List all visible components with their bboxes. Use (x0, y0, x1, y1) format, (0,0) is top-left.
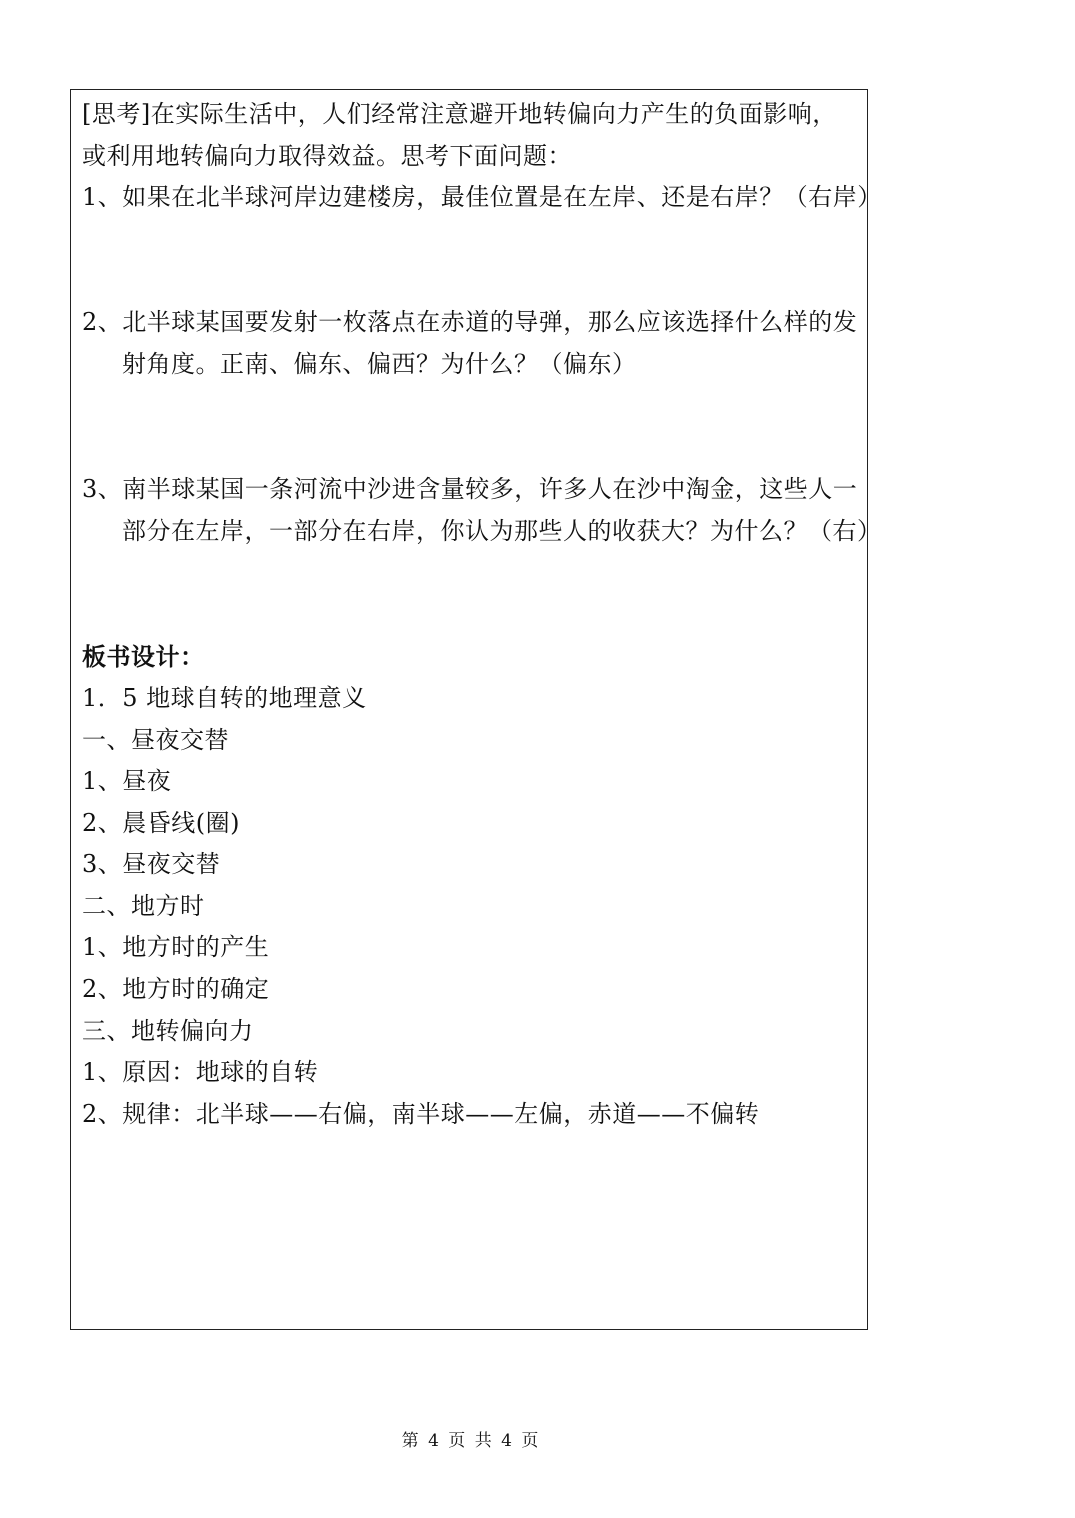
question-3-line1: 3、南半球某国一条河流中沙进含量较多，许多人在沙中淘金，这些人一 (82, 475, 858, 503)
board-item: 3、昼夜交替 (82, 850, 221, 878)
page-number: 第 4 页 共 4 页 (401, 1431, 539, 1451)
board-item: 2、规律：北半球——右偏，南半球——左偏，赤道——不偏转 (82, 1100, 760, 1128)
board-item: 2、晨昏线(圈) (82, 809, 240, 837)
board-item: 1、地方时的产生 (82, 933, 270, 961)
board-heading: 板书设计： (82, 642, 205, 671)
question-2-line1: 2、北半球某国要发射一枚落点在赤道的导弹，那么应该选择什么样的发 (82, 308, 858, 336)
board-item: 1、原因：地球的自转 (82, 1058, 319, 1086)
question-3-line2: 部分在左岸，一部分在右岸，你认为那些人的收获大？为什么？（右） (122, 517, 882, 545)
board-item: 1、昼夜 (82, 767, 172, 795)
think-intro-line1: [思考]在实际生活中，人们经常注意避开地转偏向力产生的负面影响， (82, 100, 837, 128)
board-item: 二、地方时 (82, 892, 205, 920)
question-1: 1、如果在北半球河岸边建楼房，最佳位置是在左岸、还是右岸？（右岸） (82, 183, 882, 211)
board-item: 三、地转偏向力 (82, 1017, 254, 1045)
board-item: 一、昼夜交替 (82, 726, 229, 754)
think-intro-line2: 或利用地转偏向力取得效益。思考下面问题： (82, 142, 572, 170)
board-item: 2、地方时的确定 (82, 975, 270, 1003)
question-2-line2: 射角度。正南、偏东、偏西？为什么？（偏东） (122, 350, 637, 378)
board-item: 1．5 地球自转的地理意义 (82, 684, 367, 712)
